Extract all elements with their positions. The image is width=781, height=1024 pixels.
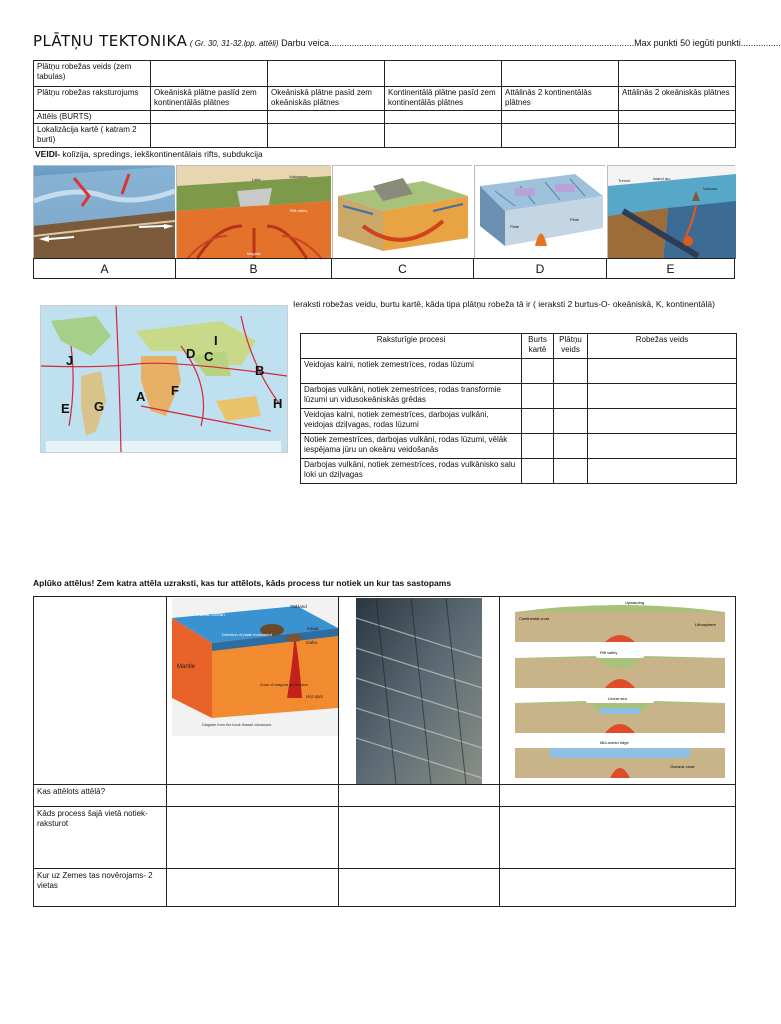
answer-cell[interactable] — [588, 384, 737, 409]
hotspot-label-plate: Pacific Ocean — [197, 612, 225, 617]
diagram-e-label-arc: Island arc — [653, 176, 671, 181]
header — [33, 32, 781, 52]
hotspot-label-zone: Zone of magma generation — [260, 682, 309, 687]
diagram-label-c: C — [331, 258, 474, 279]
answer-cell[interactable] — [554, 384, 588, 409]
diagram-b-label-lake: Lake — [252, 177, 261, 182]
answer-cell[interactable] — [554, 459, 588, 484]
boundary-types-label: VEIDI- — [35, 149, 61, 159]
hotspot-cell — [167, 597, 339, 785]
map-label-h: H — [273, 396, 283, 411]
worksheet-subtitle: ( Gr. 30, 31-32.lpp. attēli) — [189, 39, 279, 48]
rift-label-d: Mid-ocean ridge — [600, 740, 629, 745]
answer-cell[interactable] — [385, 61, 502, 87]
answer-cell[interactable] — [268, 111, 385, 124]
table-row — [301, 384, 737, 409]
answer-cell[interactable] — [522, 359, 554, 384]
answer-cell[interactable] — [385, 111, 502, 124]
table-row — [34, 111, 736, 124]
table-row — [34, 124, 736, 148]
empty-cell — [34, 597, 167, 785]
map-label-d: D — [186, 346, 196, 361]
map-label-a: A — [136, 389, 146, 404]
answer-cell[interactable] — [339, 807, 500, 869]
header-boundary-type: Robežas veids — [588, 334, 737, 359]
character-cell: Okeāniskā plātne pasīd zem okeāniskās plātnes — [268, 87, 385, 111]
diagram-label-e: E — [606, 258, 735, 279]
answer-cell[interactable] — [339, 869, 500, 907]
answer-cell[interactable] — [588, 409, 737, 434]
answer-cell[interactable] — [500, 807, 736, 869]
answer-cell[interactable] — [151, 61, 268, 87]
map-label-i: I — [214, 333, 218, 348]
answer-cell[interactable] — [522, 409, 554, 434]
hotspot-caption: Diagram from the book Hawaii volcanoes — [202, 723, 272, 727]
answer-cell[interactable] — [167, 869, 339, 907]
rift-label-b: Rift valley — [600, 650, 618, 655]
character-cell: Attālinās 2 okeāniskās plātnes — [619, 87, 736, 111]
header-map-letter: Burts kartē — [522, 334, 554, 359]
answer-cell[interactable] — [268, 124, 385, 148]
answer-cell[interactable] — [619, 61, 736, 87]
worksheet-title: PLĀTŅU TEKTONIKA — [33, 32, 188, 50]
hotspot-label-old: Old land — [290, 604, 307, 609]
header-plate-type: Plātņu veids — [554, 334, 588, 359]
table-row — [301, 459, 737, 484]
map-label-c: C — [204, 349, 214, 364]
map-label-j: J — [66, 353, 74, 368]
process-text: Darbojas vulkāni, notiek zemestrīces, rodas vulkānisko salu loki un dziļvagas — [301, 459, 522, 484]
header-processes: Raksturīgie procesi — [301, 334, 522, 359]
hotspot-label-kauai: Kauai — [307, 626, 319, 631]
answer-cell[interactable] — [167, 807, 339, 869]
table-row — [34, 597, 736, 785]
rift-stages-diagram — [505, 598, 731, 784]
map-label-f: F — [171, 383, 179, 398]
diagram-b-label-rift: Rift valley — [290, 208, 308, 213]
answer-cell[interactable] — [522, 434, 554, 459]
diagram-label-d: D — [473, 258, 607, 279]
rift-label-oc: Oceanic crust — [670, 764, 695, 769]
answer-cell[interactable] — [588, 434, 737, 459]
answer-cell[interactable] — [385, 124, 502, 148]
hotspot-label-mantle: Mantle — [177, 664, 196, 670]
answer-cell[interactable] — [502, 61, 619, 87]
table-row — [301, 359, 737, 384]
rift-label-a: Upwarping — [625, 600, 645, 605]
table-row — [34, 61, 736, 87]
boundary-types-line — [35, 149, 263, 159]
boundary-table — [33, 60, 736, 148]
boundary-diagrams — [33, 165, 735, 280]
process-text: Notiek zemestrīces, darbojas vulkāni, rodas lūzumi, vēlāk iespējama jūru un okeānu veidošanās — [301, 434, 522, 459]
process-text: Veidojas kalni, notiek zemestrīces, darbojas vulkāni, veidojas dziļvagas, rodas lūzumi — [301, 409, 522, 434]
answer-cell[interactable] — [500, 785, 736, 807]
answer-cell[interactable] — [500, 869, 736, 907]
character-cell: Kontinentālā plātne pasīd zem kontinentālās plātnes — [385, 87, 502, 111]
answer-cell[interactable] — [619, 111, 736, 124]
hotspot-label-track: Direction of plate movement — [222, 632, 272, 637]
answer-cell[interactable] — [588, 359, 737, 384]
picture-table — [33, 596, 736, 907]
ocean-relief-image — [356, 598, 482, 784]
row-header-character: Plātņu robežas raksturojums — [34, 87, 151, 111]
diagram-d-image — [474, 165, 605, 258]
process-text: Darbojas vulkāni, notiek zemestrīces, rodas transformie lūzumi un vidusokeāniskās grēdas — [301, 384, 522, 409]
hotspot-label-hot: Hot spot — [306, 694, 323, 699]
character-cell: Attālinās 2 kontinentālās plātnes — [502, 87, 619, 111]
answer-cell[interactable] — [522, 384, 554, 409]
row-header-picture: Attēls (BURTS) — [34, 111, 151, 124]
points-dots[interactable]: ................ — [740, 38, 781, 48]
answer-cell[interactable] — [554, 409, 588, 434]
answer-cell[interactable] — [167, 785, 339, 807]
question-process: Kāds process šajā vietā notiek- raksturot — [34, 807, 167, 869]
row-header-type: Plātņu robežas veids (zem tabulas) — [34, 61, 151, 87]
worker-label: Darbu veica — [281, 38, 330, 48]
hotspot-label-oahu: Oahu — [306, 640, 318, 645]
table-row — [34, 869, 736, 907]
table-row — [34, 785, 736, 807]
question-where: Kur uz Zemes tas novērojams- 2 vietas — [34, 869, 167, 907]
diagram-e-label-volcano: Volcano — [703, 186, 718, 191]
table-row — [301, 434, 737, 459]
max-points: Max punkti 50 — [634, 38, 691, 48]
answer-cell[interactable] — [268, 61, 385, 87]
answer-cell[interactable] — [588, 459, 737, 484]
rift-label-cc: Continental crust — [519, 616, 550, 621]
diagram-d-plate-right: Plate — [570, 217, 580, 222]
answer-cell[interactable] — [502, 111, 619, 124]
map-label-g: G — [94, 399, 105, 414]
relief-cell — [339, 597, 500, 785]
process-text: Veidojas kalni, notiek zemestrīces, rodas lūzumi — [301, 359, 522, 384]
got-points-label: iegūti punkti — [692, 38, 741, 48]
process-table — [300, 333, 737, 484]
diagram-label-b: B — [175, 258, 332, 279]
worker-dots[interactable]: .......................................................................................................................... — [329, 38, 635, 48]
map-instruction: Ieraksti robežas veidu, burtu kartē, kāda tipa plātņu robeža tā ir ( ieraksti 2 burtus-O- okeāniskā, K, kontinentālā) — [293, 299, 715, 309]
character-cell: Okeāniskā plātne paslīd zem kontinentālās plātnes — [151, 87, 268, 111]
question-what: Kas attēlots attēlā? — [34, 785, 167, 807]
map-label-e: E — [61, 401, 70, 416]
picture-instruction: Aplūko attēlus! Zem katra attēla uzraksti, kas tur attēlots, kāds process tur notiek un kur tas sastopams — [33, 578, 452, 588]
answer-cell[interactable] — [151, 124, 268, 148]
diagram-b-label-magma: Magma — [247, 251, 261, 256]
boundary-types-list: kolīzija, spredings, iekškontinentālais rifts, subdukcija — [60, 149, 263, 159]
hotspot-diagram — [172, 598, 338, 736]
answer-cell[interactable] — [502, 124, 619, 148]
table-row — [301, 409, 737, 434]
map-label-b: B — [255, 363, 265, 378]
answer-cell[interactable] — [554, 359, 588, 384]
table-header-row — [301, 334, 737, 359]
answer-cell[interactable] — [339, 785, 500, 807]
rift-label-c: Linear sea — [608, 696, 627, 701]
diagram-e-image — [607, 165, 735, 258]
diagram-c-image — [332, 165, 472, 258]
rift-label-lith: Lithosphere — [695, 622, 716, 627]
answer-cell[interactable] — [522, 459, 554, 484]
diagram-d-plate-left: Plate — [510, 224, 520, 229]
diagram-label-a: A — [33, 258, 176, 279]
rift-stages-cell — [500, 597, 736, 785]
diagram-b-image — [176, 165, 330, 258]
row-header-location: Lokalizācija kartē ( katram 2 burti) — [34, 124, 151, 148]
table-row — [34, 87, 736, 111]
world-plate-map — [40, 305, 288, 453]
answer-cell[interactable] — [151, 111, 268, 124]
table-row — [34, 807, 736, 869]
answer-cell[interactable] — [554, 434, 588, 459]
diagram-b-label-volcanoes: Volcanoes — [289, 174, 308, 179]
diagram-e-label-trench: Trench — [618, 178, 631, 183]
answer-cell[interactable] — [619, 124, 736, 148]
diagram-a-image — [33, 165, 174, 258]
